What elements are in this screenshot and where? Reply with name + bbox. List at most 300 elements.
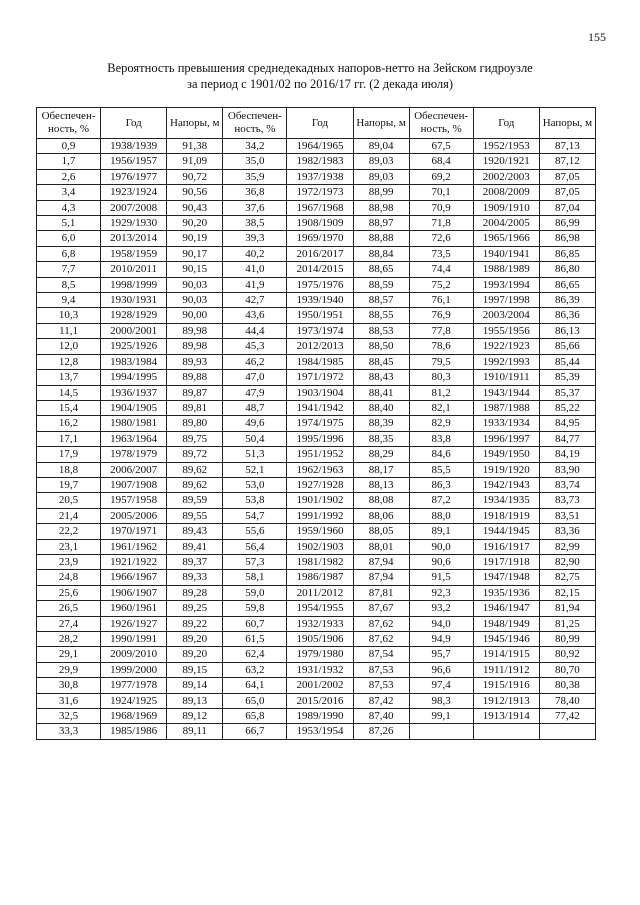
cell-year: 1968/1969 bbox=[101, 709, 167, 724]
cell-head: 89,72 bbox=[167, 447, 223, 462]
cell-provision: 34,2 bbox=[223, 139, 287, 154]
cell-year: 2012/2013 bbox=[287, 339, 353, 354]
cell-year: 1909/1910 bbox=[473, 200, 539, 215]
cell-year: 1970/1971 bbox=[101, 524, 167, 539]
cell-year: 1919/1920 bbox=[473, 462, 539, 477]
cell-head: 89,25 bbox=[167, 601, 223, 616]
cell-provision: 52,1 bbox=[223, 462, 287, 477]
cell-provision: 32,5 bbox=[37, 709, 101, 724]
cell-head: 86,39 bbox=[539, 293, 595, 308]
cell-year: 1989/1990 bbox=[287, 709, 353, 724]
cell-provision: 85,5 bbox=[409, 462, 473, 477]
cell-provision: 9,4 bbox=[37, 293, 101, 308]
cell-head: 80,99 bbox=[539, 632, 595, 647]
cell-head: 88,17 bbox=[353, 462, 409, 477]
table-row bbox=[37, 200, 596, 215]
cell-year: 1935/1936 bbox=[473, 585, 539, 600]
cell-provision: 17,9 bbox=[37, 447, 101, 462]
table-row bbox=[37, 539, 596, 554]
table-row bbox=[37, 246, 596, 261]
cell-head bbox=[539, 724, 595, 739]
cell-year: 1964/1965 bbox=[287, 139, 353, 154]
cell-head: 89,04 bbox=[353, 139, 409, 154]
cell-year: 1915/1916 bbox=[473, 678, 539, 693]
cell-year: 1926/1927 bbox=[101, 616, 167, 631]
cell-year: 1911/1912 bbox=[473, 662, 539, 677]
cell-head: 83,90 bbox=[539, 462, 595, 477]
cell-provision: 76,9 bbox=[409, 308, 473, 323]
cell-year: 2014/2015 bbox=[287, 262, 353, 277]
cell-head: 88,50 bbox=[353, 339, 409, 354]
table-row bbox=[37, 601, 596, 616]
cell-head: 86,36 bbox=[539, 308, 595, 323]
cell-provision: 53,0 bbox=[223, 477, 287, 492]
cell-head: 87,81 bbox=[353, 585, 409, 600]
cell-year: 1965/1966 bbox=[473, 231, 539, 246]
cell-head: 89,43 bbox=[167, 524, 223, 539]
cell-year: 1939/1940 bbox=[287, 293, 353, 308]
cell-provision: 90,0 bbox=[409, 539, 473, 554]
cell-head: 84,19 bbox=[539, 447, 595, 462]
cell-provision: 82,1 bbox=[409, 400, 473, 415]
cell-year: 2016/2017 bbox=[287, 246, 353, 261]
cell-year: 1951/1952 bbox=[287, 447, 353, 462]
cell-year: 1977/1978 bbox=[101, 678, 167, 693]
cell-head: 88,01 bbox=[353, 539, 409, 554]
cell-provision: 6,8 bbox=[37, 246, 101, 261]
cell-provision: 70,1 bbox=[409, 185, 473, 200]
cell-head: 87,05 bbox=[539, 169, 595, 184]
cell-provision: 30,8 bbox=[37, 678, 101, 693]
table-row bbox=[37, 431, 596, 446]
cell-provision: 19,7 bbox=[37, 477, 101, 492]
table-row bbox=[37, 308, 596, 323]
cell-provision: 45,3 bbox=[223, 339, 287, 354]
cell-year: 1969/1970 bbox=[287, 231, 353, 246]
cell-year: 1937/1938 bbox=[287, 169, 353, 184]
table-row bbox=[37, 585, 596, 600]
cell-year: 1908/1909 bbox=[287, 216, 353, 231]
cell-year: 1904/1905 bbox=[101, 400, 167, 415]
cell-provision: 94,9 bbox=[409, 632, 473, 647]
cell-year: 1967/1968 bbox=[287, 200, 353, 215]
cell-provision: 37,6 bbox=[223, 200, 287, 215]
cell-year: 1966/1967 bbox=[101, 570, 167, 585]
cell-year: 1961/1962 bbox=[101, 539, 167, 554]
cell-year: 1928/1929 bbox=[101, 308, 167, 323]
cell-provision: 13,7 bbox=[37, 370, 101, 385]
cell-year: 1954/1955 bbox=[287, 601, 353, 616]
col-header-head: Напоры, м bbox=[167, 108, 223, 139]
document-title bbox=[40, 60, 600, 92]
cell-provision: 60,7 bbox=[223, 616, 287, 631]
cell-year: 1941/1942 bbox=[287, 400, 353, 415]
cell-head: 83,51 bbox=[539, 508, 595, 523]
cell-head: 89,33 bbox=[167, 570, 223, 585]
table-row bbox=[37, 493, 596, 508]
cell-year: 1957/1958 bbox=[101, 493, 167, 508]
cell-year: 1922/1923 bbox=[473, 339, 539, 354]
cell-provision: 20,5 bbox=[37, 493, 101, 508]
cell-head: 88,55 bbox=[353, 308, 409, 323]
cell-year: 1984/1985 bbox=[287, 354, 353, 369]
cell-head: 88,53 bbox=[353, 323, 409, 338]
cell-head: 87,53 bbox=[353, 678, 409, 693]
cell-year: 1932/1933 bbox=[287, 616, 353, 631]
cell-year: 1986/1987 bbox=[287, 570, 353, 585]
cell-provision: 70,9 bbox=[409, 200, 473, 215]
cell-head: 88,06 bbox=[353, 508, 409, 523]
cell-provision: 11,1 bbox=[37, 323, 101, 338]
cell-head: 88,39 bbox=[353, 416, 409, 431]
cell-provision: 26,5 bbox=[37, 601, 101, 616]
cell-head: 89,62 bbox=[167, 477, 223, 492]
cell-provision: 77,8 bbox=[409, 323, 473, 338]
cell-year: 1985/1986 bbox=[101, 724, 167, 739]
cell-head: 82,75 bbox=[539, 570, 595, 585]
cell-provision: 0,9 bbox=[37, 139, 101, 154]
cell-head: 89,03 bbox=[353, 169, 409, 184]
cell-year: 1995/1996 bbox=[287, 431, 353, 446]
cell-provision: 93,2 bbox=[409, 601, 473, 616]
cell-head: 90,15 bbox=[167, 262, 223, 277]
table-header-row bbox=[37, 108, 596, 139]
cell-head: 89,98 bbox=[167, 339, 223, 354]
cell-year: 2008/2009 bbox=[473, 185, 539, 200]
cell-head: 86,85 bbox=[539, 246, 595, 261]
cell-head: 87,54 bbox=[353, 647, 409, 662]
table-row bbox=[37, 339, 596, 354]
cell-head: 89,12 bbox=[167, 709, 223, 724]
cell-head: 89,98 bbox=[167, 323, 223, 338]
cell-year: 1990/1991 bbox=[101, 632, 167, 647]
cell-head: 82,90 bbox=[539, 554, 595, 569]
cell-head: 81,94 bbox=[539, 601, 595, 616]
cell-year: 1953/1954 bbox=[287, 724, 353, 739]
cell-year: 1921/1922 bbox=[101, 554, 167, 569]
table-row bbox=[37, 385, 596, 400]
cell-year: 1981/1982 bbox=[287, 554, 353, 569]
table-row bbox=[37, 400, 596, 415]
cell-head: 87,05 bbox=[539, 185, 595, 200]
cell-year: 1916/1917 bbox=[473, 539, 539, 554]
cell-year: 1974/1975 bbox=[287, 416, 353, 431]
cell-head: 89,93 bbox=[167, 354, 223, 369]
table-row bbox=[37, 154, 596, 169]
cell-year: 1912/1913 bbox=[473, 693, 539, 708]
cell-year: 1991/1992 bbox=[287, 508, 353, 523]
table-row bbox=[37, 524, 596, 539]
cell-provision: 18,8 bbox=[37, 462, 101, 477]
cell-year: 2001/2002 bbox=[287, 678, 353, 693]
cell-year: 1952/1953 bbox=[473, 139, 539, 154]
col-header-year: Год bbox=[287, 108, 353, 139]
cell-head: 81,25 bbox=[539, 616, 595, 631]
cell-provision: 72,6 bbox=[409, 231, 473, 246]
cell-year: 1927/1928 bbox=[287, 477, 353, 492]
cell-provision: 65,8 bbox=[223, 709, 287, 724]
cell-provision: 31,6 bbox=[37, 693, 101, 708]
cell-year: 1979/1980 bbox=[287, 647, 353, 662]
cell-year: 1925/1926 bbox=[101, 339, 167, 354]
cell-provision: 23,9 bbox=[37, 554, 101, 569]
cell-head: 87,42 bbox=[353, 693, 409, 708]
cell-head: 77,42 bbox=[539, 709, 595, 724]
cell-year: 1958/1959 bbox=[101, 246, 167, 261]
cell-head: 87,12 bbox=[539, 154, 595, 169]
cell-year: 1999/2000 bbox=[101, 662, 167, 677]
cell-head: 89,28 bbox=[167, 585, 223, 600]
cell-head: 91,09 bbox=[167, 154, 223, 169]
cell-provision: 14,5 bbox=[37, 385, 101, 400]
cell-head: 88,13 bbox=[353, 477, 409, 492]
table-row bbox=[37, 447, 596, 462]
cell-provision: 17,1 bbox=[37, 431, 101, 446]
cell-head: 78,40 bbox=[539, 693, 595, 708]
table-row bbox=[37, 508, 596, 523]
cell-head: 89,55 bbox=[167, 508, 223, 523]
cell-provision: 36,8 bbox=[223, 185, 287, 200]
cell-provision: 49,6 bbox=[223, 416, 287, 431]
cell-year: 1992/1993 bbox=[473, 354, 539, 369]
cell-provision: 78,6 bbox=[409, 339, 473, 354]
cell-year: 1960/1961 bbox=[101, 601, 167, 616]
cell-head: 83,36 bbox=[539, 524, 595, 539]
cell-year: 1982/1983 bbox=[287, 154, 353, 169]
cell-head: 90,20 bbox=[167, 216, 223, 231]
cell-year: 1950/1951 bbox=[287, 308, 353, 323]
cell-provision: 80,3 bbox=[409, 370, 473, 385]
cell-head: 82,99 bbox=[539, 539, 595, 554]
cell-head: 85,37 bbox=[539, 385, 595, 400]
cell-provision: 42,7 bbox=[223, 293, 287, 308]
cell-provision: 82,9 bbox=[409, 416, 473, 431]
cell-provision: 95,7 bbox=[409, 647, 473, 662]
col-header-head: Напоры, м bbox=[353, 108, 409, 139]
cell-year: 1998/1999 bbox=[101, 277, 167, 292]
cell-year: 1944/1945 bbox=[473, 524, 539, 539]
cell-head: 88,05 bbox=[353, 524, 409, 539]
cell-year: 1993/1994 bbox=[473, 277, 539, 292]
cell-head: 85,66 bbox=[539, 339, 595, 354]
cell-provision: 96,6 bbox=[409, 662, 473, 677]
cell-provision: 97,4 bbox=[409, 678, 473, 693]
cell-provision: 65,0 bbox=[223, 693, 287, 708]
cell-provision: 68,4 bbox=[409, 154, 473, 169]
table-row bbox=[37, 462, 596, 477]
cell-provision: 91,5 bbox=[409, 570, 473, 585]
cell-head: 89,80 bbox=[167, 416, 223, 431]
table-row bbox=[37, 323, 596, 338]
table-row bbox=[37, 169, 596, 184]
cell-provision: 15,4 bbox=[37, 400, 101, 415]
cell-head: 83,74 bbox=[539, 477, 595, 492]
cell-head: 91,38 bbox=[167, 139, 223, 154]
cell-head: 89,41 bbox=[167, 539, 223, 554]
cell-provision: 16,2 bbox=[37, 416, 101, 431]
cell-provision: 22,2 bbox=[37, 524, 101, 539]
cell-year: 1973/1974 bbox=[287, 323, 353, 338]
cell-year: 2013/2014 bbox=[101, 231, 167, 246]
cell-year: 1975/1976 bbox=[287, 277, 353, 292]
cell-head: 90,56 bbox=[167, 185, 223, 200]
cell-head: 89,22 bbox=[167, 616, 223, 631]
cell-head: 86,13 bbox=[539, 323, 595, 338]
cell-year: 1971/1972 bbox=[287, 370, 353, 385]
cell-provision: 59,0 bbox=[223, 585, 287, 600]
cell-head: 88,08 bbox=[353, 493, 409, 508]
cell-provision: 46,2 bbox=[223, 354, 287, 369]
cell-provision: 21,4 bbox=[37, 508, 101, 523]
cell-provision: 25,6 bbox=[37, 585, 101, 600]
cell-provision: 75,2 bbox=[409, 277, 473, 292]
cell-year: 1903/1904 bbox=[287, 385, 353, 400]
cell-provision: 8,5 bbox=[37, 277, 101, 292]
cell-head: 87,94 bbox=[353, 554, 409, 569]
cell-year: 1983/1984 bbox=[101, 354, 167, 369]
cell-year: 1901/1902 bbox=[287, 493, 353, 508]
cell-provision: 1,7 bbox=[37, 154, 101, 169]
cell-provision: 58,1 bbox=[223, 570, 287, 585]
cell-year: 1976/1977 bbox=[101, 169, 167, 184]
cell-year: 1946/1947 bbox=[473, 601, 539, 616]
cell-provision: 39,3 bbox=[223, 231, 287, 246]
title-line-2: за период с 1901/02 по 2016/17 гг. (2 декада июля) bbox=[187, 77, 453, 91]
cell-provision: 59,8 bbox=[223, 601, 287, 616]
cell-provision: 47,0 bbox=[223, 370, 287, 385]
title-line-1: Вероятность превышения среднедекадных напоров-нетто на Зейском гидроузле bbox=[107, 61, 533, 75]
cell-head: 80,92 bbox=[539, 647, 595, 662]
cell-provision: 29,1 bbox=[37, 647, 101, 662]
cell-head: 89,88 bbox=[167, 370, 223, 385]
cell-head: 90,03 bbox=[167, 293, 223, 308]
cell-year: 1910/1911 bbox=[473, 370, 539, 385]
table-row bbox=[37, 185, 596, 200]
cell-provision: 92,3 bbox=[409, 585, 473, 600]
cell-provision: 7,7 bbox=[37, 262, 101, 277]
table-row bbox=[37, 724, 596, 739]
col-header-provision: Обеспечен-ность, % bbox=[37, 108, 101, 139]
cell-year: 1923/1924 bbox=[101, 185, 167, 200]
cell-year: 2002/2003 bbox=[473, 169, 539, 184]
cell-year: 1994/1995 bbox=[101, 370, 167, 385]
cell-head: 89,87 bbox=[167, 385, 223, 400]
cell-provision: 5,1 bbox=[37, 216, 101, 231]
col-header-year: Год bbox=[101, 108, 167, 139]
cell-head: 89,11 bbox=[167, 724, 223, 739]
cell-provision: 99,1 bbox=[409, 709, 473, 724]
cell-year: 1934/1935 bbox=[473, 493, 539, 508]
cell-head: 87,04 bbox=[539, 200, 595, 215]
head-probability-table bbox=[36, 107, 596, 740]
cell-provision: 98,3 bbox=[409, 693, 473, 708]
cell-provision: 28,2 bbox=[37, 632, 101, 647]
cell-provision: 6,0 bbox=[37, 231, 101, 246]
cell-head: 87,26 bbox=[353, 724, 409, 739]
cell-year: 2010/2011 bbox=[101, 262, 167, 277]
cell-head: 88,41 bbox=[353, 385, 409, 400]
cell-provision: 84,6 bbox=[409, 447, 473, 462]
cell-year: 2011/2012 bbox=[287, 585, 353, 600]
page-number: 155 bbox=[588, 30, 606, 44]
cell-year: 1902/1903 bbox=[287, 539, 353, 554]
cell-year: 2007/2008 bbox=[101, 200, 167, 215]
cell-provision: 35,0 bbox=[223, 154, 287, 169]
cell-year: 1948/1949 bbox=[473, 616, 539, 631]
cell-provision: 57,3 bbox=[223, 554, 287, 569]
cell-year: 1936/1937 bbox=[101, 385, 167, 400]
cell-head: 90,19 bbox=[167, 231, 223, 246]
cell-provision: 38,5 bbox=[223, 216, 287, 231]
cell-head: 90,03 bbox=[167, 277, 223, 292]
cell-provision: 69,2 bbox=[409, 169, 473, 184]
cell-year: 1962/1963 bbox=[287, 462, 353, 477]
cell-head: 87,40 bbox=[353, 709, 409, 724]
cell-provision: 44,4 bbox=[223, 323, 287, 338]
cell-year: 1980/1981 bbox=[101, 416, 167, 431]
cell-provision: 2,6 bbox=[37, 169, 101, 184]
cell-head: 89,37 bbox=[167, 554, 223, 569]
cell-year: 1945/1946 bbox=[473, 632, 539, 647]
cell-year: 1918/1919 bbox=[473, 508, 539, 523]
cell-head: 89,14 bbox=[167, 678, 223, 693]
cell-head: 90,43 bbox=[167, 200, 223, 215]
col-header-year: Год bbox=[473, 108, 539, 139]
cell-provision: 10,3 bbox=[37, 308, 101, 323]
cell-head: 86,80 bbox=[539, 262, 595, 277]
col-header-provision: Обеспечен-ность, % bbox=[223, 108, 287, 139]
cell-provision: 40,2 bbox=[223, 246, 287, 261]
cell-provision: 86,3 bbox=[409, 477, 473, 492]
cell-provision: 51,3 bbox=[223, 447, 287, 462]
table-row bbox=[37, 139, 596, 154]
cell-head: 85,44 bbox=[539, 354, 595, 369]
cell-year: 1978/1979 bbox=[101, 447, 167, 462]
cell-provision: 89,1 bbox=[409, 524, 473, 539]
cell-year: 2005/2006 bbox=[101, 508, 167, 523]
cell-year: 1907/1908 bbox=[101, 477, 167, 492]
cell-provision: 12,0 bbox=[37, 339, 101, 354]
cell-head: 88,98 bbox=[353, 200, 409, 215]
cell-year: 1929/1930 bbox=[101, 216, 167, 231]
cell-provision: 74,4 bbox=[409, 262, 473, 277]
cell-head: 90,72 bbox=[167, 169, 223, 184]
cell-provision: 27,4 bbox=[37, 616, 101, 631]
table-row bbox=[37, 570, 596, 585]
cell-head: 88,84 bbox=[353, 246, 409, 261]
cell-provision: 88,0 bbox=[409, 508, 473, 523]
table-row bbox=[37, 370, 596, 385]
cell-provision: 41,0 bbox=[223, 262, 287, 277]
cell-provision: 67,5 bbox=[409, 139, 473, 154]
table-row bbox=[37, 662, 596, 677]
cell-year: 1930/1931 bbox=[101, 293, 167, 308]
cell-provision: 29,9 bbox=[37, 662, 101, 677]
cell-head: 89,13 bbox=[167, 693, 223, 708]
cell-provision: 61,5 bbox=[223, 632, 287, 647]
cell-year: 1987/1988 bbox=[473, 400, 539, 415]
cell-head: 88,57 bbox=[353, 293, 409, 308]
cell-year: 1943/1944 bbox=[473, 385, 539, 400]
cell-head: 89,81 bbox=[167, 400, 223, 415]
table-row bbox=[37, 262, 596, 277]
cell-year: 2009/2010 bbox=[101, 647, 167, 662]
cell-year: 1906/1907 bbox=[101, 585, 167, 600]
cell-head: 80,70 bbox=[539, 662, 595, 677]
cell-provision: 64,1 bbox=[223, 678, 287, 693]
cell-head: 85,39 bbox=[539, 370, 595, 385]
cell-provision: 41,9 bbox=[223, 277, 287, 292]
